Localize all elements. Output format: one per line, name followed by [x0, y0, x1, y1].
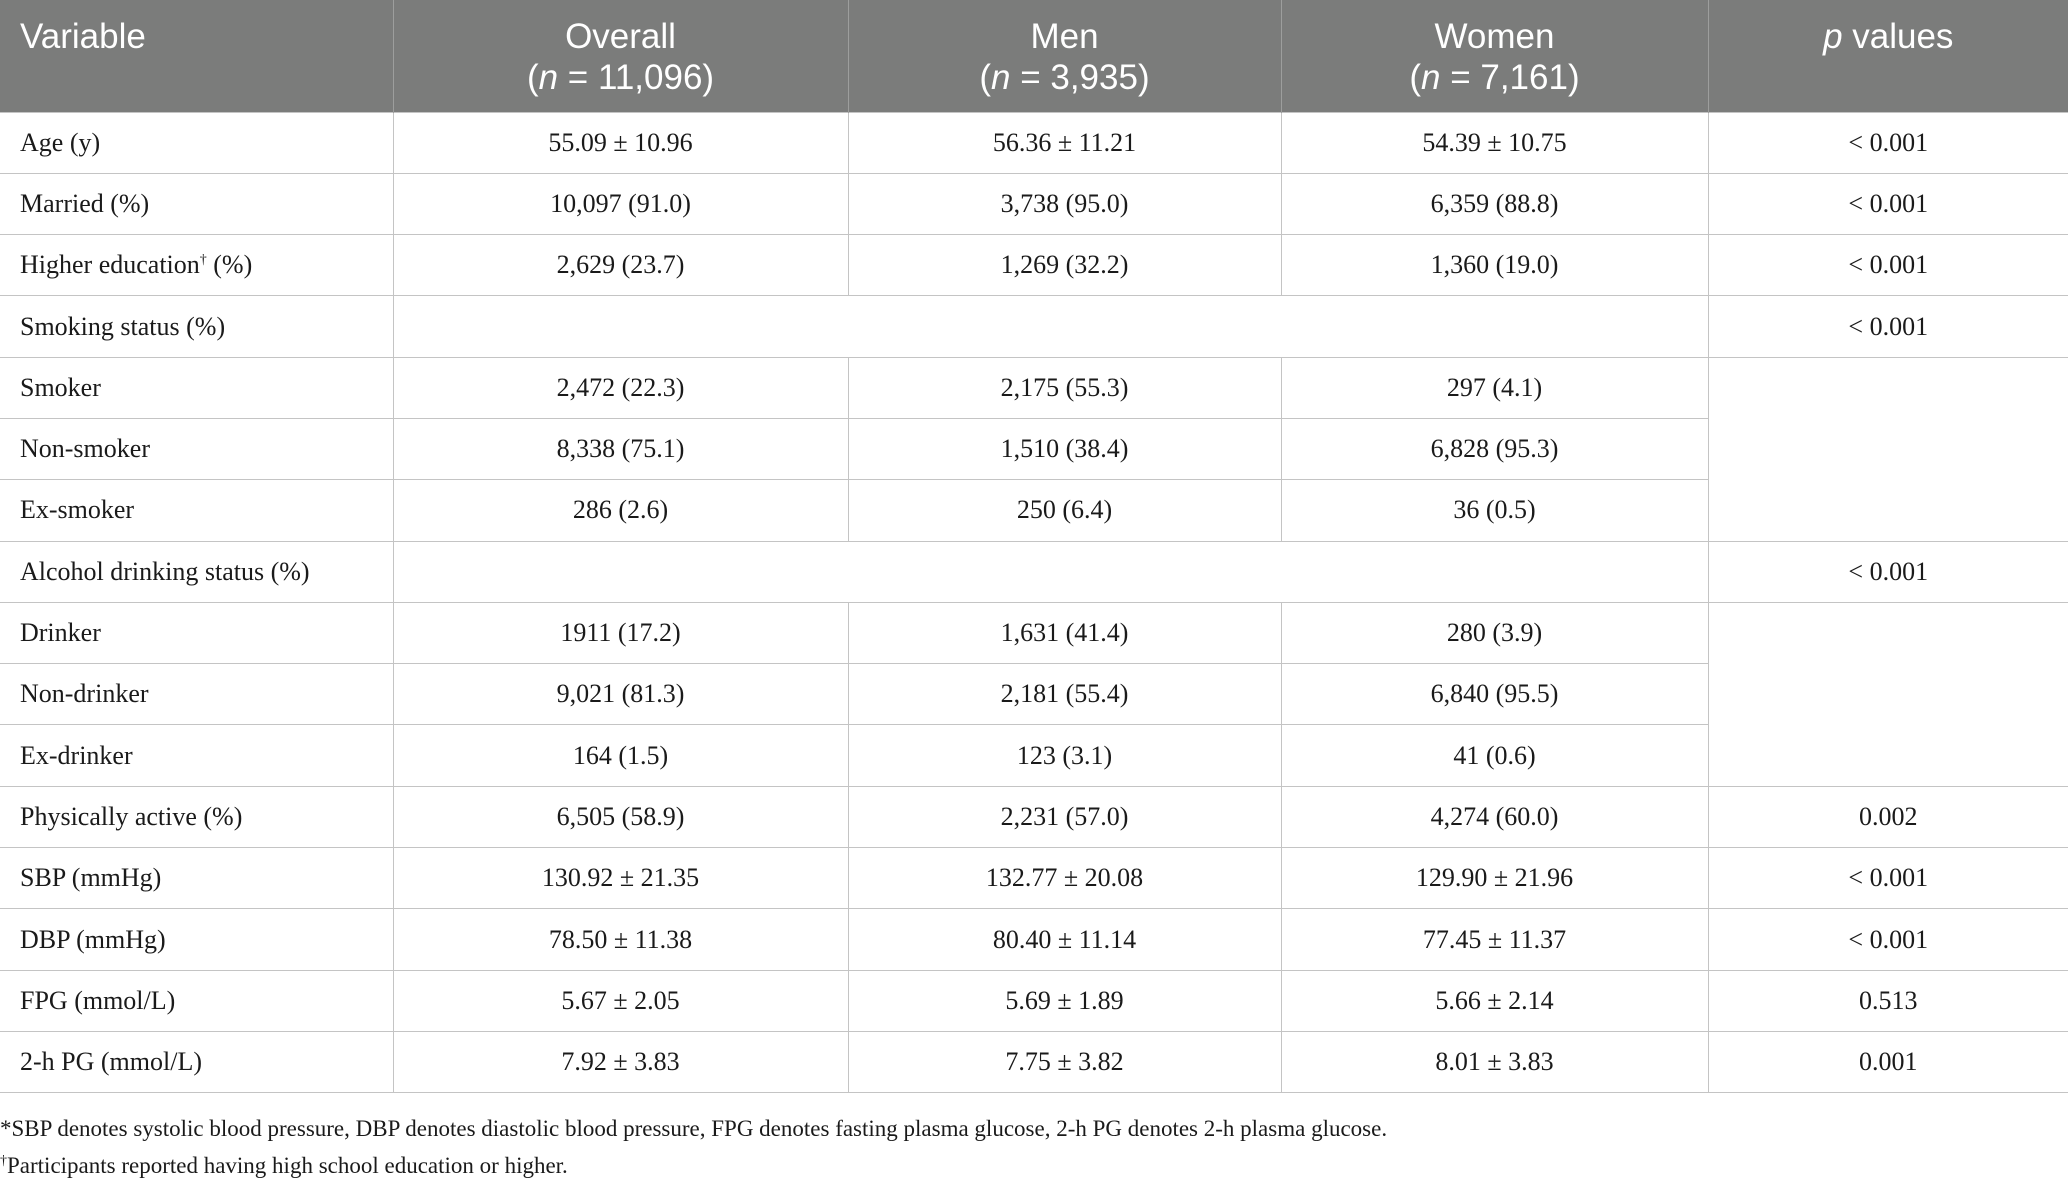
cell-variable: Alcohol drinking status (%)	[0, 541, 393, 602]
table-row	[0, 848, 2068, 909]
cell-variable: Ex-drinker	[0, 725, 393, 786]
table-footnotes	[0, 1110, 2068, 1184]
cell-overall: 6,505 (58.9)	[393, 786, 848, 847]
cell-p-value: < 0.001	[1708, 541, 2068, 602]
cell-variable: Smoking status (%)	[0, 296, 393, 357]
cell-overall: 78.50 ± 11.38	[393, 909, 848, 970]
cell-overall: 55.09 ± 10.96	[393, 112, 848, 173]
cell-p-value-merged	[1708, 357, 2068, 541]
cell-women: 41 (0.6)	[1281, 725, 1708, 786]
cell-women: 8.01 ± 3.83	[1281, 1031, 1708, 1092]
cell-overall: 2,472 (22.3)	[393, 357, 848, 418]
cell-men: 2,175 (55.3)	[848, 357, 1281, 418]
cell-variable: Married (%)	[0, 173, 393, 234]
table-row	[0, 173, 2068, 234]
cell-men: 80.40 ± 11.14	[848, 909, 1281, 970]
cell-p-value: < 0.001	[1708, 909, 2068, 970]
cell-women: 4,274 (60.0)	[1281, 786, 1708, 847]
footnote-abbreviations: *SBP denotes systolic blood pressure, DBP denotes diastolic blood pressure, FPG denotes fasting plasma glucose, 2-h PG denotes 2-h plasma glucose.	[0, 1116, 1388, 1141]
header-men-n: (n = 3,935)	[979, 58, 1150, 97]
dagger-footnote-mark: †	[199, 252, 207, 268]
table-row	[0, 112, 2068, 173]
cell-overall: 2,629 (23.7)	[393, 235, 848, 296]
cell-men: 1,631 (41.4)	[848, 602, 1281, 663]
cell-women: 6,359 (88.8)	[1281, 173, 1708, 234]
cell-overall: 130.92 ± 21.35	[393, 848, 848, 909]
cell-p-value: 0.513	[1708, 970, 2068, 1031]
cell-men: 2,231 (57.0)	[848, 786, 1281, 847]
table-row	[0, 1031, 2068, 1092]
table-row-section-smoking	[0, 296, 2068, 357]
cell-variable: Ex-smoker	[0, 480, 393, 541]
dagger-footnote-mark: †	[0, 1153, 7, 1169]
header-women-label: Women	[1434, 17, 1555, 56]
cell-overall: 286 (2.6)	[393, 480, 848, 541]
cell-women: 77.45 ± 11.37	[1281, 909, 1708, 970]
header-overall-n: (n = 11,096)	[526, 58, 715, 97]
cell-overall: 10,097 (91.0)	[393, 173, 848, 234]
table-row	[0, 970, 2068, 1031]
cell-variable: 2-h PG (mmol/L)	[0, 1031, 393, 1092]
cell-women: 297 (4.1)	[1281, 357, 1708, 418]
cell-variable: Physically active (%)	[0, 786, 393, 847]
cell-women: 36 (0.5)	[1281, 480, 1708, 541]
cell-overall: 8,338 (75.1)	[393, 418, 848, 479]
header-men-label: Men	[1030, 17, 1099, 56]
cell-women: 280 (3.9)	[1281, 602, 1708, 663]
cell-variable: Non-drinker	[0, 664, 393, 725]
table-header-row	[0, 0, 2068, 112]
cell-overall: 9,021 (81.3)	[393, 664, 848, 725]
cell-men: 2,181 (55.4)	[848, 664, 1281, 725]
cell-p-value: < 0.001	[1708, 235, 2068, 296]
cell-men: 132.77 ± 20.08	[848, 848, 1281, 909]
cell-men: 7.75 ± 3.82	[848, 1031, 1281, 1092]
header-women-n: (n = 7,161)	[1409, 58, 1580, 97]
cell-p-value: 0.002	[1708, 786, 2068, 847]
cell-variable: Drinker	[0, 602, 393, 663]
header-p-values: p values	[1708, 0, 2068, 112]
table-row	[0, 909, 2068, 970]
header-women	[1281, 0, 1708, 112]
cell-overall: 164 (1.5)	[393, 725, 848, 786]
cell-p-value: < 0.001	[1708, 848, 2068, 909]
cell-variable: Age (y)	[0, 112, 393, 173]
cell-men: 1,510 (38.4)	[848, 418, 1281, 479]
cell-p-value-merged	[1708, 602, 2068, 786]
header-overall-label: Overall	[565, 17, 676, 56]
cell-p-value: 0.001	[1708, 1031, 2068, 1092]
table-row-section-alcohol	[0, 541, 2068, 602]
cell-women: 5.66 ± 2.14	[1281, 970, 1708, 1031]
cell-p-value: < 0.001	[1708, 112, 2068, 173]
cell-overall: 1911 (17.2)	[393, 602, 848, 663]
cell-merged-empty	[393, 296, 1708, 357]
cell-men: 5.69 ± 1.89	[848, 970, 1281, 1031]
footnote-higher-education: †Participants reported having high school education or higher.	[0, 1153, 568, 1178]
table-row	[0, 602, 2068, 663]
cell-variable: Smoker	[0, 357, 393, 418]
cell-merged-empty	[393, 541, 1708, 602]
cell-men: 250 (6.4)	[848, 480, 1281, 541]
cell-women: 54.39 ± 10.75	[1281, 112, 1708, 173]
header-overall	[393, 0, 848, 112]
cell-variable: Higher education† (%)	[0, 235, 393, 296]
cell-women: 6,840 (95.5)	[1281, 664, 1708, 725]
cell-women: 1,360 (19.0)	[1281, 235, 1708, 296]
table-row	[0, 357, 2068, 418]
cell-variable: FPG (mmol/L)	[0, 970, 393, 1031]
cell-p-value: < 0.001	[1708, 296, 2068, 357]
cell-overall: 7.92 ± 3.83	[393, 1031, 848, 1092]
cell-women: 129.90 ± 21.96	[1281, 848, 1708, 909]
cell-variable: DBP (mmHg)	[0, 909, 393, 970]
cell-variable: Non-smoker	[0, 418, 393, 479]
cell-men: 123 (3.1)	[848, 725, 1281, 786]
cell-men: 1,269 (32.2)	[848, 235, 1281, 296]
cell-men: 56.36 ± 11.21	[848, 112, 1281, 173]
cell-men: 3,738 (95.0)	[848, 173, 1281, 234]
cell-overall: 5.67 ± 2.05	[393, 970, 848, 1031]
header-variable: Variable	[0, 0, 393, 112]
table-row	[0, 235, 2068, 296]
cell-women: 6,828 (95.3)	[1281, 418, 1708, 479]
header-men	[848, 0, 1281, 112]
cell-p-value: < 0.001	[1708, 173, 2068, 234]
cell-variable: SBP (mmHg)	[0, 848, 393, 909]
table-row	[0, 786, 2068, 847]
